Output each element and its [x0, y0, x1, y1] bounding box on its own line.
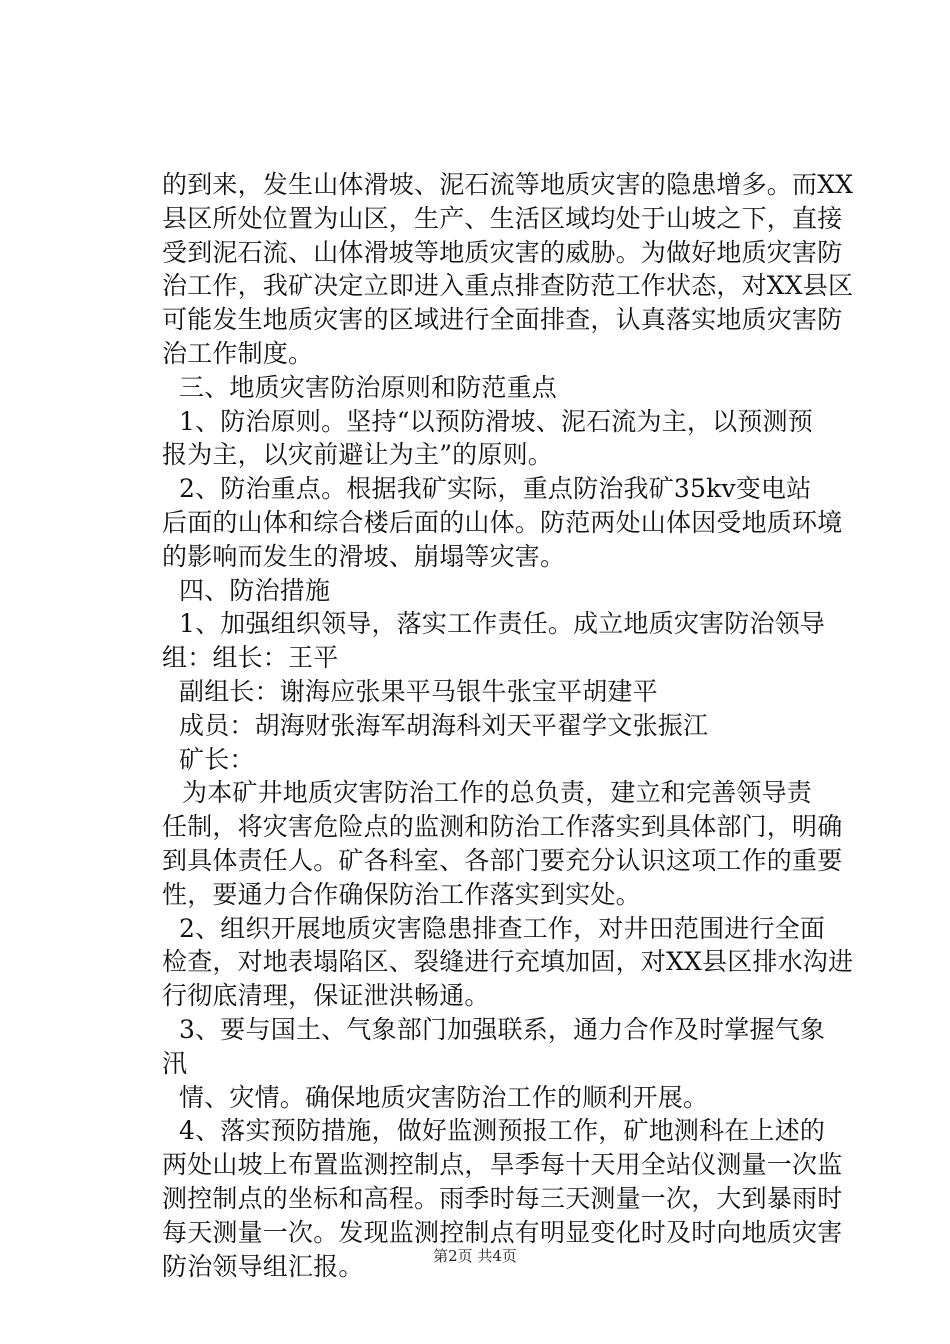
text-line: 到具体责任人。矿各科室、各部门要充分认识这项工作的重要	[162, 845, 843, 875]
text-line: 防治领导组汇报。	[162, 1251, 364, 1281]
text-line: 4、落实预防措施，做好监测预报工作，矿地测科在上述的	[179, 1116, 826, 1146]
page-number-footer: 第2页 共4页	[433, 1247, 517, 1265]
text-line: 1、防治原则。坚持“以预防滑坡、泥石流为主，以预测预	[179, 406, 813, 436]
text-line: 副组长：谢海应张果平马银牛张宝平胡建平	[179, 676, 658, 706]
text-line: 两处山坡上布置监测控制点，旱季每十天用全站仪测量一次监	[162, 1150, 843, 1180]
text-line: 性，要通力合作确保防治工作落实到实处。	[162, 879, 641, 909]
text-line: 检查，对地表塌陷区、裂缝进行充填加固，对XX县区排水沟进	[162, 947, 854, 977]
text-line: 治工作制度。	[162, 338, 314, 368]
text-line: 汛	[162, 1048, 188, 1078]
text-line: 后面的山体和综合楼后面的山体。防范两处山体因受地质环境	[162, 507, 843, 537]
text-line: 任制，将灾害危险点的监测和防治工作落实到具体部门，明确	[162, 812, 843, 842]
section-heading: 四、防治措施	[179, 575, 331, 605]
text-line: 的影响而发生的滑坡、崩塌等灾害。	[162, 541, 566, 571]
text-line: 每天测量一次。发现监测控制点有明显变化时及时向地质灾害	[162, 1217, 843, 1247]
text-line: 成员：胡海财张海军胡海科刘天平翟学文张振江	[179, 710, 709, 740]
text-line: 行彻底清理，保证泄洪畅通。	[162, 981, 490, 1011]
document-body	[162, 168, 854, 1283]
text-line: 2、防治重点。根据我矿实际，重点防治我矿35kv变电站	[179, 474, 812, 504]
text-line: 报为主，以灾前避让为主”的原则。	[162, 440, 553, 470]
text-line: 测控制点的坐标和高程。雨季时每三天测量一次，大到暴雨时	[162, 1183, 843, 1213]
text-line: 矿长：	[179, 744, 255, 774]
text-line: 可能发生地质灾害的区域进行全面排查，认真落实地质灾害防	[162, 305, 843, 335]
text-line: 受到泥石流、山体滑坡等地质灾害的威胁。为做好地质灾害防	[162, 237, 843, 267]
text-line: 组：组长：王平	[162, 643, 339, 673]
text-line: 治工作，我矿决定立即进入重点排查防范工作状态，对XX县区	[162, 271, 854, 301]
text-line: 县区所处位置为山区，生产、生活区域均处于山坡之下，直接	[162, 203, 843, 233]
text-line: 1、加强组织领导，落实工作责任。成立地质灾害防治领导	[179, 609, 826, 639]
text-line: 为本矿井地质灾害防治工作的总负责，建立和完善领导责	[182, 778, 813, 808]
text-line: 2、组织开展地质灾害隐患排查工作，对井田范围进行全面	[179, 913, 826, 943]
text-line: 情、灾情。确保地质灾害防治工作的顺利开展。	[179, 1082, 709, 1112]
text-line: 3、要与国土、气象部门加强联系，通力合作及时掌握气象	[179, 1014, 826, 1044]
section-heading: 三、地质灾害防治原则和防范重点	[179, 372, 558, 402]
text-line: 的到来，发生山体滑坡、泥石流等地质灾害的隐患增多。而XX	[162, 170, 854, 199]
